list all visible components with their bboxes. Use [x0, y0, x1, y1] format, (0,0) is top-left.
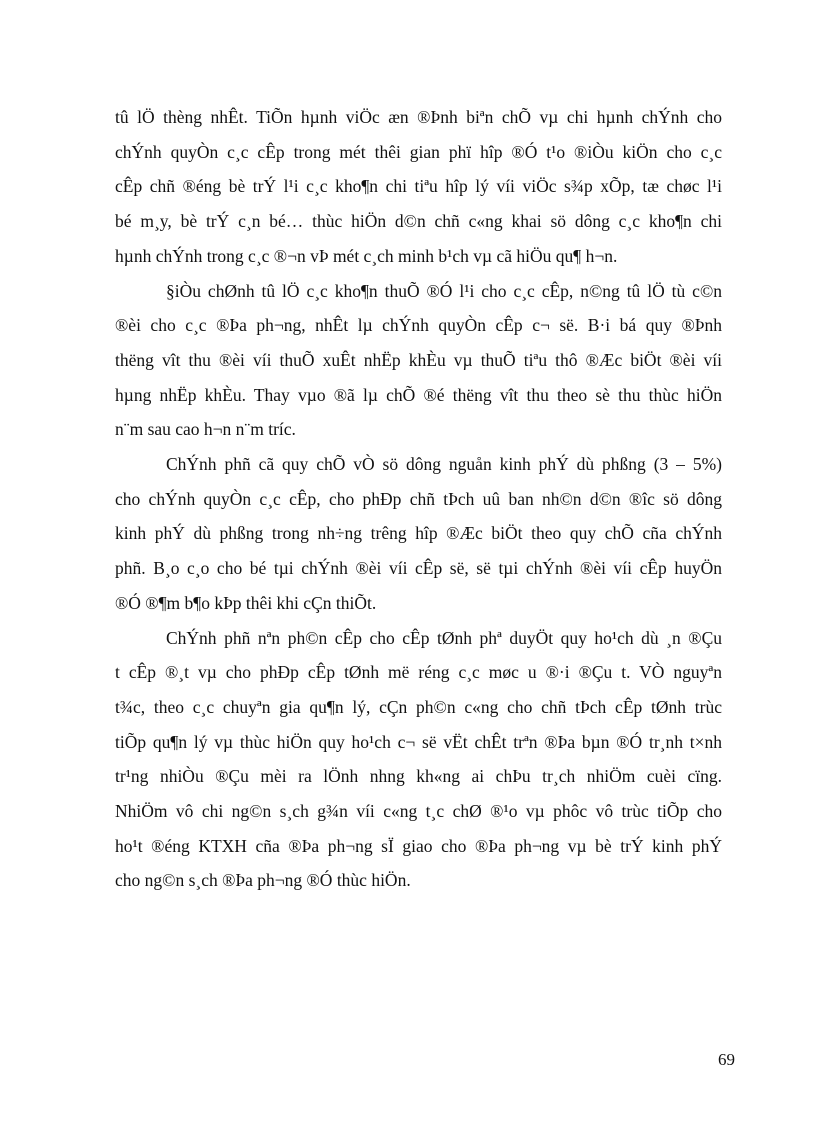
text-line: hµnh chÝnh trong c¸c ®¬n vÞ mét c¸ch minh b¹ch vµ cã hiÖu qu¶ h¬n.: [115, 245, 618, 266]
text-line: ho¹t ®éng KTXH cña ®Þa ph¬ng sÏ giao cho ®Þa ph¬ng vµ bè trÝ kinh phÝ: [115, 835, 722, 856]
text-line: chÝnh quyÒn c¸c cÊp trong mét thêi gian phï hîp ®Ó t¹o ®iÒu kiÖn cho c¸c: [115, 141, 722, 162]
text-line: tr¹ng nhiÒu ®Çu mèi ra lÖnh nhng kh«ng ai chÞu tr¸ch nhiÖm cuèi cïng.: [115, 766, 722, 787]
text-line: §iÒu chØnh tû lÖ c¸c kho¶n thuÕ ®Ó l¹i cho c¸c cÊp, n©ng tû lÖ tù c©n: [166, 280, 722, 301]
document-page: [115, 100, 722, 898]
text-line: ®Ó ®¶m b¶o kÞp thêi khi cÇn thiÕt.: [115, 592, 377, 613]
text-line: thëng vît thu ®èi víi thuÕ xuÊt nhËp khÈu vµ thuÕ tiªu thô ®Æc biÖt ®èi víi: [115, 349, 722, 370]
text-line: t cÊp ®¸t vµ cho phÐp cÊp tØnh më réng c¸c møc u ®·i ®Çu t. VÒ nguyªn: [115, 662, 722, 683]
page-number: 69: [718, 1050, 735, 1069]
paragraph-3: [115, 447, 722, 621]
text-line: t¾c, theo c¸c chuyªn gia qu¶n lý, cÇn ph©n c«ng cho chñ tÞch cÊp tØnh trùc: [115, 696, 722, 717]
text-line: tiÕp qu¶n lý vµ thùc hiÖn quy ho¹ch c¬ së vËt chÊt trªn ®Þa bµn ®Ó tr¸nh t×nh: [115, 731, 722, 752]
text-line: NhiÖm vô chi ng©n s¸ch g¾n víi c«ng t¸c chØ ®¹o vµ phôc vô trùc tiÕp cho: [115, 801, 722, 822]
paragraph-1: [115, 100, 722, 274]
text-line: cho chÝnh quyÒn c¸c cÊp, cho phÐp chñ tÞch uû ban nh©n d©n ®îc sö dông: [115, 488, 722, 509]
text-line: phñ. B¸o c¸o cho bé tµi chÝnh ®èi víi cÊp së, së tµi chÝnh ®èi víi cÊp huyÖn: [115, 558, 722, 579]
text-line: tû lÖ thèng nhÊt. TiÕn hµnh viÖc æn ®Þnh biªn chÕ vµ chi hµnh chÝnh cho: [115, 107, 722, 127]
text-line: ®èi cho c¸c ®Þa ph¬ng, nhÊt lµ chÝnh quyÒn cÊp c¬ së. B·i bá quy ®Þnh: [115, 315, 722, 336]
text-line: n¨m sau cao h¬n n¨m tríc.: [115, 419, 296, 440]
text-line: bé m¸y, bè trÝ c¸n bé… thùc hiÖn d©n chñ c«ng khai sö dông c¸c kho¶n chi: [115, 211, 722, 232]
text-line: hµng nhËp khÈu. Thay vµo ®ã lµ chÕ ®é thëng vît thu theo sè thu thùc hiÖn: [115, 384, 722, 405]
text-line: ChÝnh phñ cã quy chÕ vÒ sö dông nguån kinh phÝ dù phßng (3 – 5%): [166, 454, 722, 475]
text-line: ChÝnh phñ nªn ph©n cÊp cho cÊp tØnh phª duyÖt quy ho¹ch dù ¸n ®Çu: [166, 627, 722, 648]
paragraph-4: [115, 621, 722, 899]
text-line: kinh phÝ dù phßng trong nh÷ng trêng hîp ®Æc biÖt theo quy chÕ cña chÝnh: [115, 523, 722, 544]
paragraph-2: [115, 274, 722, 448]
text-line: cÊp chñ ®éng bè trÝ l¹i c¸c kho¶n chi tiªu hîp lý víi viÖc s¾p xÕp, tæ chøc l¹i: [115, 176, 722, 197]
text-line: cho ng©n s¸ch ®Þa ph¬ng ®Ó thùc hiÖn.: [115, 870, 411, 891]
